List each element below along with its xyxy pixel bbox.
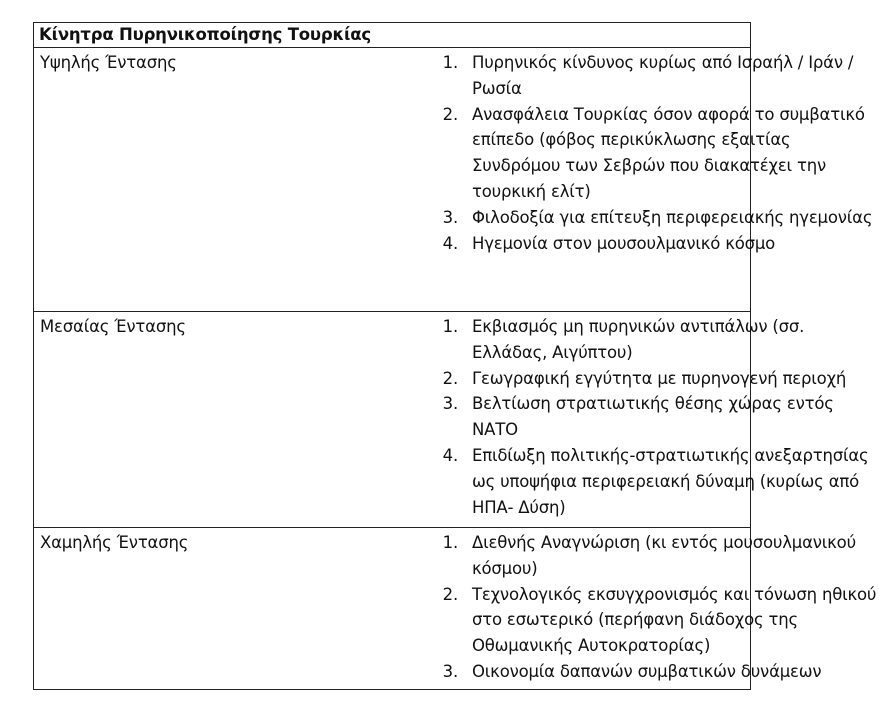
list-item — [434, 102, 879, 205]
list-number: 4. — [442, 445, 458, 465]
list-text: Διεθνής Αναγνώριση (κι εντός μουσουλμανικού κόσμου) — [472, 533, 856, 578]
list-item — [434, 659, 879, 685]
list-text: Επιδίωξη πολιτικής-στρατιωτικής ανεξαρτησίας ως υποψήφια περιφερειακή δύναμη (κυρίως από ΗΠΑ- Δύση) — [472, 445, 869, 517]
list-number: 1. — [442, 53, 458, 72]
intensity-label-medium: Μεσαίας Έντασης — [34, 312, 393, 528]
list-item — [434, 443, 879, 520]
list-number: 3. — [442, 661, 458, 681]
list-item — [434, 231, 879, 257]
list-item — [434, 314, 879, 366]
list-number: 4. — [442, 233, 458, 253]
motives-list-medium — [434, 314, 879, 520]
list-number: 3. — [442, 207, 458, 227]
list-number: 3. — [442, 394, 458, 414]
motives-table — [33, 22, 877, 690]
list-number: 2. — [442, 584, 458, 604]
list-number: 2. — [442, 104, 458, 124]
list-text: Γεωγραφική εγγύτητα με πυρηνογενή περιοχή — [472, 368, 847, 388]
list-text: Εκβιασμός μη πυρηνικών αντιπάλων (σσ. Ελλάδας, Αιγύπτου) — [472, 317, 805, 362]
table-row-high — [34, 48, 751, 312]
list-number: 2. — [442, 368, 458, 388]
intensity-label-high: Υψηλής Έντασης — [34, 48, 393, 312]
list-text: Τεχνολογικός εκσυγχρονισμός και τόνωση ηθικού στο εσωτερικό (περήφανη διάδοχος της Οθωμανικής Αυτοκρατορίας) — [472, 584, 877, 656]
list-text: Φιλοδοξία για επίτευξη περιφερειακής ηγεμονίας — [472, 207, 873, 227]
title-row — [34, 23, 751, 48]
table-title: Κίνητρα Πυρηνικοποίησης Τουρκίας — [34, 23, 751, 48]
intensity-label-low: Χαμηλής Έντασης — [34, 528, 393, 690]
motives-cell-low — [392, 528, 877, 690]
list-text: Βελτίωση στρατιωτικής θέσης χώρας εντός ΝΑΤΟ — [472, 394, 834, 440]
list-number: 1. — [442, 533, 458, 552]
list-item — [434, 582, 879, 659]
list-text: Ανασφάλεια Τουρκίας όσον αφορά το συμβατικό επίπεδο (φόβος περικύκλωσης εξαιτίας Συνδρόμου των Σεβρών που διακατέχει την τουρκική ελίτ) — [472, 104, 865, 201]
motives-list-high — [434, 50, 879, 256]
list-item — [434, 391, 879, 443]
list-text: Ηγεμονία στον μουσουλμανικό κόσμο — [472, 233, 776, 253]
list-number: 1. — [442, 317, 458, 336]
list-text: Οικονομία δαπανών συμβατικών δυνάμεων — [472, 661, 822, 681]
motives-cell-medium — [392, 312, 869, 528]
table-row-medium — [34, 312, 751, 528]
list-text: Πυρηνικός κίνδυνος κυρίως από Ισραήλ / Ιράν / Ρωσία — [472, 53, 854, 98]
list-item — [434, 50, 879, 102]
list-item — [434, 205, 879, 231]
table-row-low — [34, 528, 751, 690]
list-item — [434, 530, 879, 582]
list-item — [434, 366, 879, 392]
motives-list-low — [434, 530, 879, 685]
motives-cell-high — [392, 48, 873, 312]
